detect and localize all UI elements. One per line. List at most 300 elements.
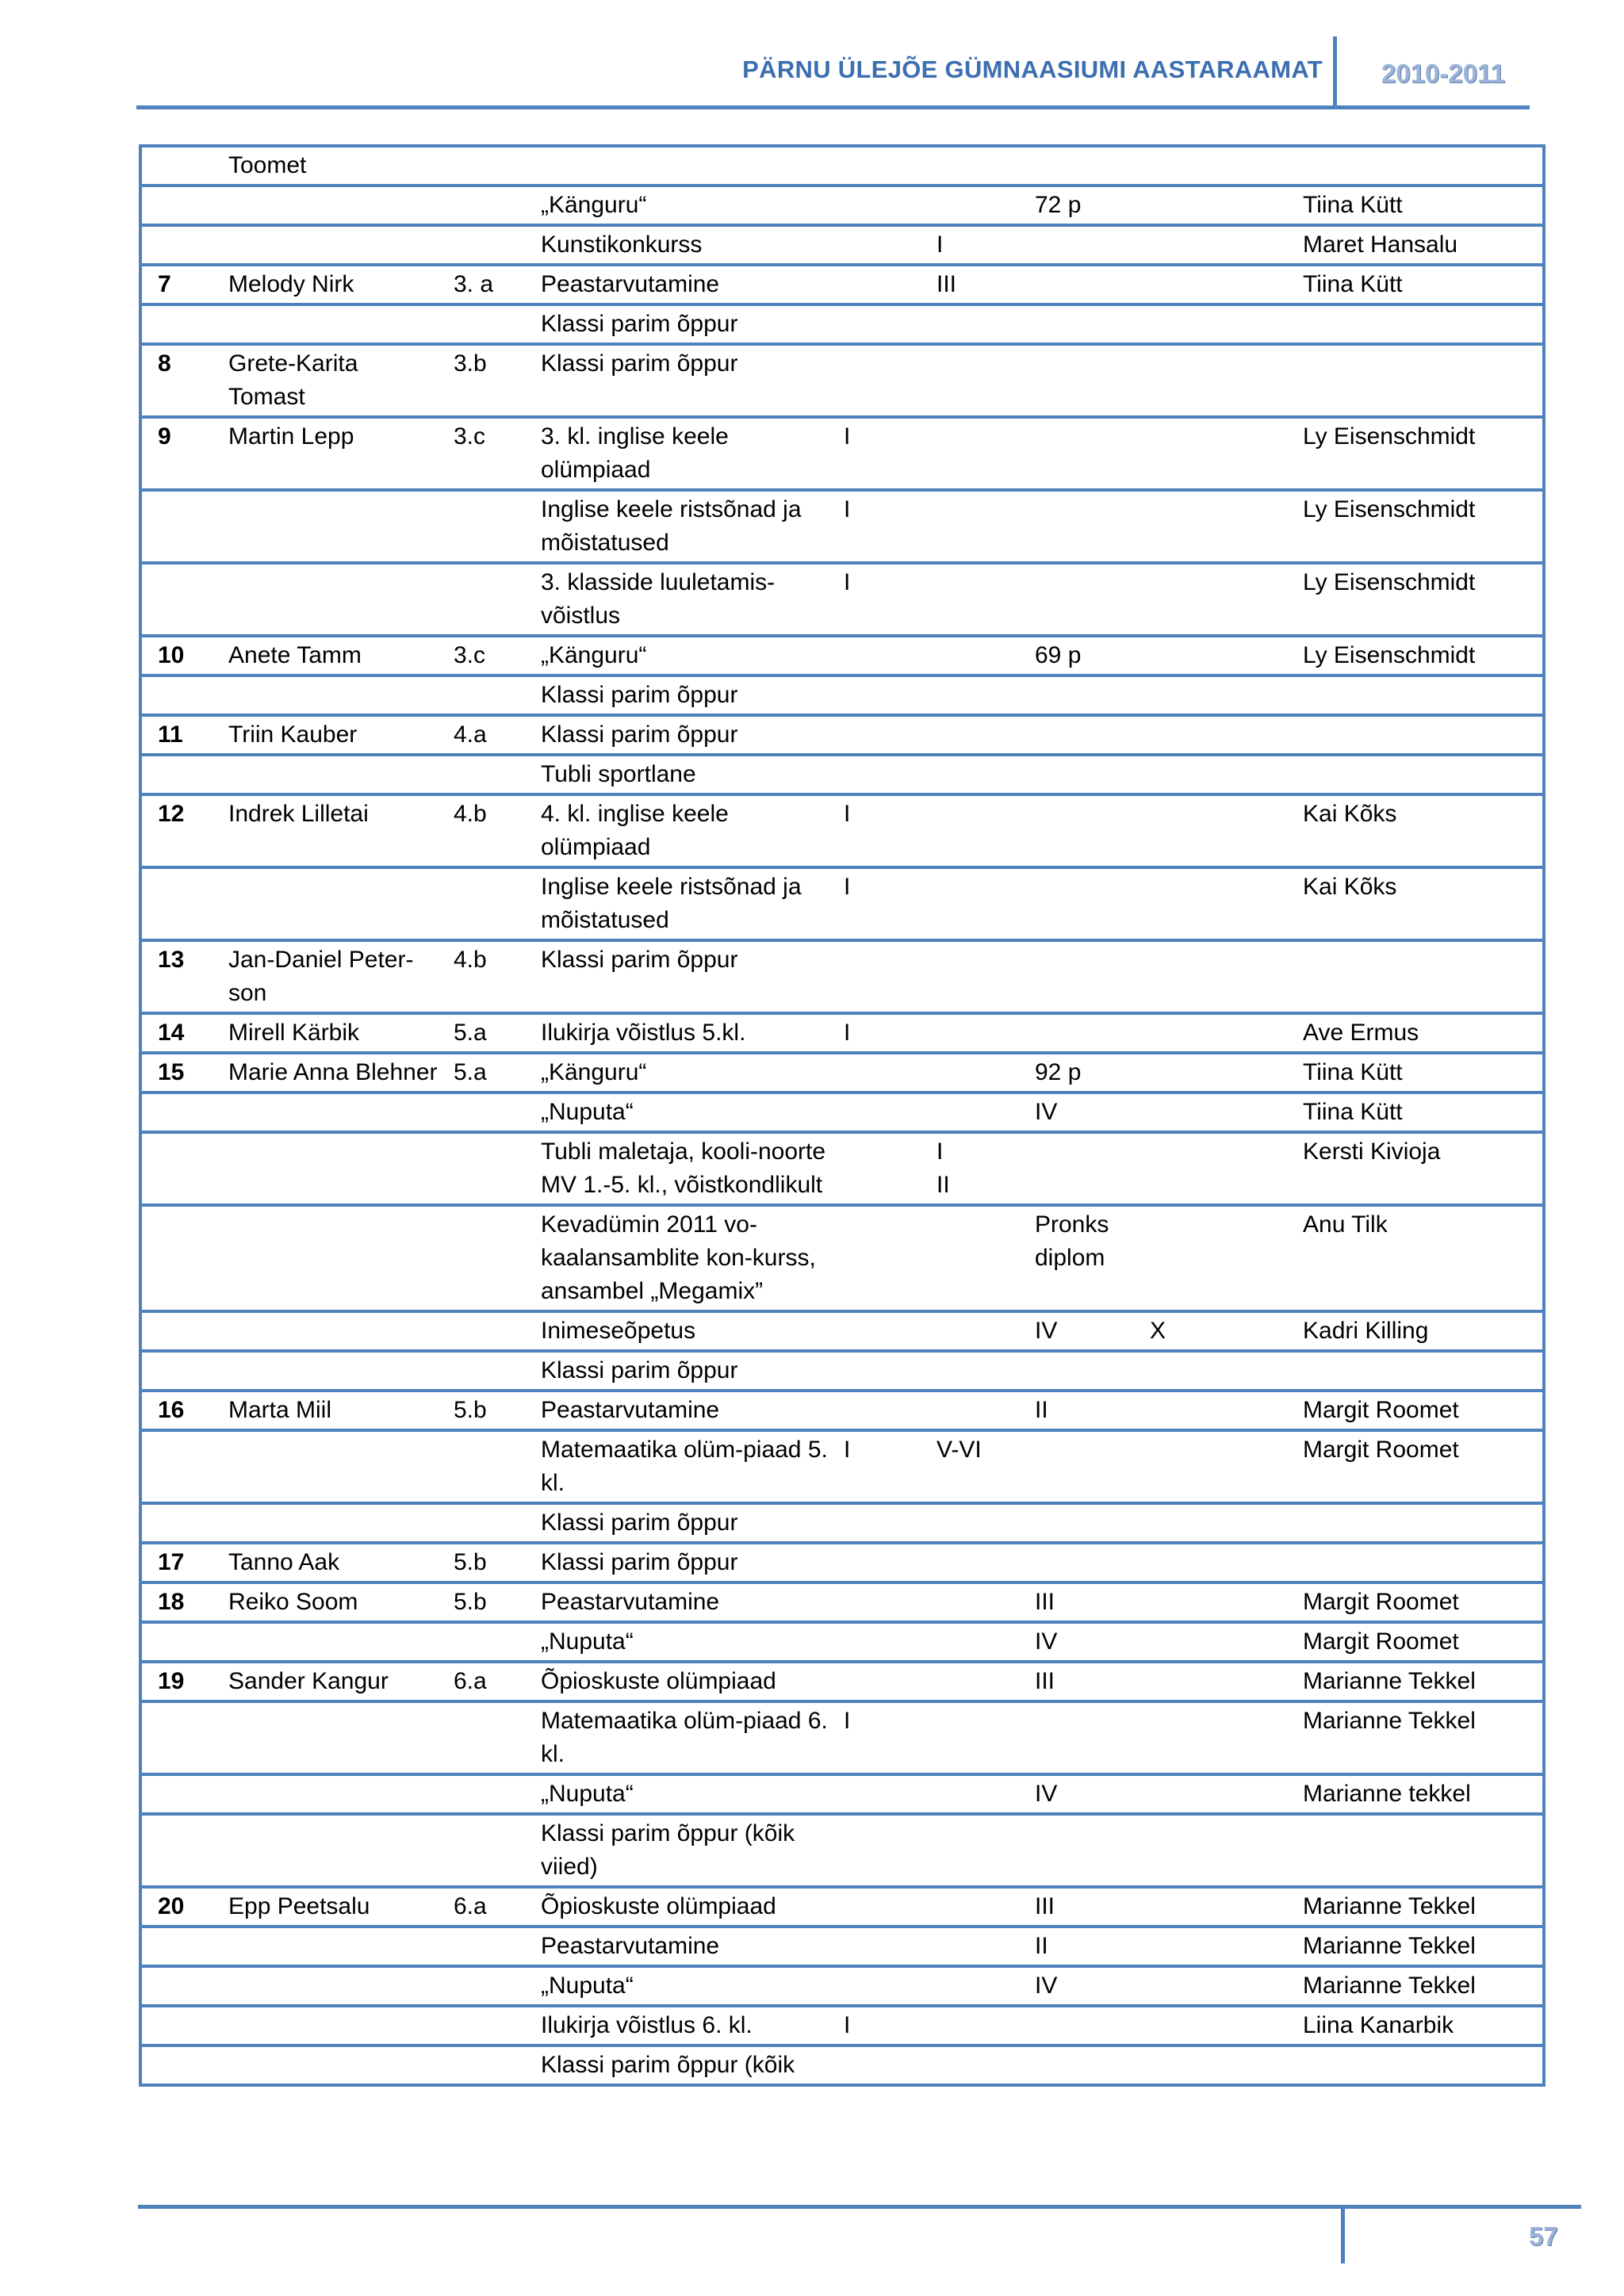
page-number: 57: [1529, 2221, 1558, 2251]
cell-student-name: Anete Tamm: [213, 636, 438, 675]
cell-competition: 4. kl. inglise keele olümpiaad: [525, 794, 828, 867]
cell-student-name: [213, 755, 438, 794]
cell-teacher: Marianne tekkel: [1287, 1774, 1544, 1814]
cell-result-2: [921, 186, 1019, 225]
cell-competition: Õpioskuste olümpiaad: [525, 1662, 828, 1701]
cell-teacher: Margit Roomet: [1287, 1582, 1544, 1622]
cell-competition: Klassi parim õppur: [525, 1543, 828, 1582]
cell-result-2: [921, 755, 1019, 794]
cell-class: 6.a: [438, 1887, 525, 1927]
table-row: [140, 1662, 1544, 1701]
table-row: [140, 563, 1544, 636]
cell-result-2: [921, 940, 1019, 1013]
cell-number: [140, 1351, 213, 1391]
cell-class: [438, 146, 525, 186]
cell-result-2: [921, 1351, 1019, 1391]
cell-result-4: [1134, 225, 1287, 265]
cell-student-name: Tanno Aak: [213, 1543, 438, 1582]
cell-result-1: [828, 1053, 921, 1093]
cell-result-2: [921, 1013, 1019, 1053]
cell-competition: Inimeseõpetus: [525, 1311, 828, 1351]
cell-competition: Õpioskuste olümpiaad: [525, 1887, 828, 1927]
cell-result-2: I II: [921, 1132, 1019, 1205]
cell-competition: Peastarvutamine: [525, 265, 828, 304]
cell-class: [438, 2045, 525, 2085]
cell-class: [438, 563, 525, 636]
cell-teacher: Kai Kõks: [1287, 794, 1544, 867]
cell-result-2: V-VI: [921, 1430, 1019, 1503]
cell-class: [438, 304, 525, 344]
cell-number: [140, 675, 213, 715]
cell-result-4: [1134, 563, 1287, 636]
cell-result-1: I: [828, 1430, 921, 1503]
cell-result-1: [828, 1662, 921, 1701]
cell-teacher: [1287, 1814, 1544, 1887]
cell-teacher: Ly Eisenschmidt: [1287, 490, 1544, 563]
cell-student-name: Melody Nirk: [213, 265, 438, 304]
cell-result-4: [1134, 1053, 1287, 1093]
cell-student-name: Epp Peetsalu: [213, 1887, 438, 1927]
cell-student-name: [213, 1093, 438, 1132]
cell-result-1: I: [828, 563, 921, 636]
cell-result-3: [1019, 1430, 1134, 1503]
cell-competition: Tubli sportlane: [525, 755, 828, 794]
cell-competition: [525, 146, 828, 186]
cell-class: 5.b: [438, 1543, 525, 1582]
cell-student-name: Sander Kangur: [213, 1662, 438, 1701]
cell-result-3: [1019, 1814, 1134, 1887]
cell-class: [438, 755, 525, 794]
cell-result-1: I: [828, 1701, 921, 1774]
cell-competition: Peastarvutamine: [525, 1927, 828, 1966]
table-row: [140, 1543, 1544, 1582]
cell-result-3: [1019, 2045, 1134, 2085]
cell-class: 5.a: [438, 1013, 525, 1053]
cell-number: [140, 186, 213, 225]
table-row: [140, 304, 1544, 344]
cell-class: [438, 1205, 525, 1311]
cell-student-name: Marie Anna Blehner: [213, 1053, 438, 1093]
table-row: [140, 1311, 1544, 1351]
cell-class: [438, 1503, 525, 1543]
table-row: [140, 146, 1544, 186]
cell-result-4: [1134, 1662, 1287, 1701]
cell-competition: „Nuputa“: [525, 1774, 828, 1814]
cell-result-1: [828, 1927, 921, 1966]
table-row: [140, 867, 1544, 940]
cell-result-3: II: [1019, 1927, 1134, 1966]
awards-table: [139, 144, 1545, 2087]
cell-result-1: [828, 755, 921, 794]
cell-result-2: [921, 1582, 1019, 1622]
cell-class: [438, 867, 525, 940]
cell-class: 4.a: [438, 715, 525, 755]
cell-number: [140, 1503, 213, 1543]
cell-result-3: [1019, 940, 1134, 1013]
cell-result-1: I: [828, 1013, 921, 1053]
cell-result-4: [1134, 490, 1287, 563]
cell-result-4: [1134, 1887, 1287, 1927]
cell-number: [140, 2006, 213, 2045]
cell-number: 16: [140, 1391, 213, 1430]
table-row: [140, 1814, 1544, 1887]
cell-result-4: [1134, 940, 1287, 1013]
cell-number: 9: [140, 417, 213, 490]
cell-result-1: [828, 1543, 921, 1582]
cell-number: [140, 1093, 213, 1132]
cell-result-2: [921, 1966, 1019, 2006]
cell-number: 12: [140, 794, 213, 867]
cell-result-2: I: [921, 225, 1019, 265]
cell-student-name: Triin Kauber: [213, 715, 438, 755]
cell-result-4: [1134, 304, 1287, 344]
cell-result-1: [828, 1503, 921, 1543]
cell-student-name: [213, 2045, 438, 2085]
cell-number: [140, 225, 213, 265]
cell-student-name: [213, 1503, 438, 1543]
cell-result-1: I: [828, 794, 921, 867]
cell-result-1: [828, 186, 921, 225]
cell-number: 7: [140, 265, 213, 304]
cell-teacher: Marianne Tekkel: [1287, 1966, 1544, 2006]
table-row: [140, 1503, 1544, 1543]
cell-teacher: Marianne Tekkel: [1287, 1927, 1544, 1966]
cell-class: [438, 1093, 525, 1132]
cell-result-2: [921, 715, 1019, 755]
cell-student-name: [213, 2006, 438, 2045]
cell-number: 18: [140, 1582, 213, 1622]
footer-rule: [138, 2205, 1581, 2209]
footer-divider-vertical: [1341, 2206, 1345, 2263]
cell-competition: Klassi parim õppur: [525, 1351, 828, 1391]
cell-number: [140, 1774, 213, 1814]
table-row: [140, 1205, 1544, 1311]
cell-class: 5.b: [438, 1391, 525, 1430]
cell-result-3: 72 p: [1019, 186, 1134, 225]
cell-teacher: Marianne Tekkel: [1287, 1887, 1544, 1927]
table-row: [140, 1132, 1544, 1205]
cell-result-1: [828, 1582, 921, 1622]
cell-result-1: [828, 940, 921, 1013]
cell-result-2: [921, 2045, 1019, 2085]
cell-result-1: I: [828, 867, 921, 940]
cell-student-name: [213, 490, 438, 563]
cell-student-name: Martin Lepp: [213, 417, 438, 490]
cell-teacher: Kersti Kivioja: [1287, 1132, 1544, 1205]
cell-result-3: [1019, 563, 1134, 636]
cell-number: [140, 1311, 213, 1351]
cell-result-1: I: [828, 2006, 921, 2045]
cell-student-name: [213, 1311, 438, 1351]
cell-student-name: [213, 1927, 438, 1966]
cell-student-name: Jan-Daniel Peter-son: [213, 940, 438, 1013]
cell-class: [438, 1814, 525, 1887]
table-row: [140, 675, 1544, 715]
cell-result-1: [828, 1774, 921, 1814]
cell-competition: „Nuputa“: [525, 1622, 828, 1662]
cell-result-2: [921, 1503, 1019, 1543]
cell-result-2: [921, 1053, 1019, 1093]
cell-teacher: [1287, 146, 1544, 186]
cell-teacher: [1287, 1503, 1544, 1543]
cell-result-4: [1134, 1503, 1287, 1543]
cell-teacher: [1287, 940, 1544, 1013]
cell-number: [140, 1701, 213, 1774]
cell-result-2: [921, 636, 1019, 675]
cell-teacher: Anu Tilk: [1287, 1205, 1544, 1311]
cell-student-name: [213, 1351, 438, 1391]
cell-result-2: [921, 1887, 1019, 1927]
cell-result-1: [828, 344, 921, 417]
cell-student-name: Mirell Kärbik: [213, 1013, 438, 1053]
cell-teacher: Ly Eisenschmidt: [1287, 563, 1544, 636]
table-row: [140, 1966, 1544, 2006]
cell-result-4: [1134, 2045, 1287, 2085]
cell-teacher: Kadri Killing: [1287, 1311, 1544, 1351]
cell-result-4: [1134, 1543, 1287, 1582]
table-row: [140, 940, 1544, 1013]
cell-result-3: IV: [1019, 1311, 1134, 1351]
cell-result-1: [828, 225, 921, 265]
cell-student-name: Marta Miil: [213, 1391, 438, 1430]
cell-result-1: [828, 1887, 921, 1927]
cell-number: 15: [140, 1053, 213, 1093]
cell-result-1: [828, 1205, 921, 1311]
cell-student-name: [213, 225, 438, 265]
table-row: [140, 1351, 1544, 1391]
cell-class: [438, 1351, 525, 1391]
cell-competition: „Känguru“: [525, 1053, 828, 1093]
table-row: [140, 1887, 1544, 1927]
cell-result-2: [921, 304, 1019, 344]
table-row: [140, 344, 1544, 417]
cell-result-1: [828, 1966, 921, 2006]
cell-competition: Klassi parim õppur (kõik viied): [525, 1814, 828, 1887]
cell-result-4: X: [1134, 1311, 1287, 1351]
cell-result-4: [1134, 2006, 1287, 2045]
cell-class: 5.a: [438, 1053, 525, 1093]
cell-class: 4.b: [438, 794, 525, 867]
cell-result-1: [828, 715, 921, 755]
cell-teacher: [1287, 755, 1544, 794]
cell-number: 20: [140, 1887, 213, 1927]
cell-teacher: [1287, 1543, 1544, 1582]
table-row: [140, 1622, 1544, 1662]
cell-result-4: [1134, 1391, 1287, 1430]
cell-number: 17: [140, 1543, 213, 1582]
cell-student-name: Indrek Lilletai: [213, 794, 438, 867]
cell-result-1: I: [828, 417, 921, 490]
cell-result-4: [1134, 1351, 1287, 1391]
cell-competition: Inglise keele ristsõnad ja mõistatused: [525, 867, 828, 940]
cell-student-name: [213, 1132, 438, 1205]
cell-result-3: [1019, 1503, 1134, 1543]
cell-teacher: Ly Eisenschmidt: [1287, 417, 1544, 490]
cell-teacher: Kai Kõks: [1287, 867, 1544, 940]
cell-competition: 3. kl. inglise keele olümpiaad: [525, 417, 828, 490]
cell-result-4: [1134, 1966, 1287, 2006]
table-row: [140, 1701, 1544, 1774]
cell-teacher: Maret Hansalu: [1287, 225, 1544, 265]
cell-result-4: [1134, 1430, 1287, 1503]
cell-student-name: Reiko Soom: [213, 1582, 438, 1622]
cell-result-4: [1134, 1774, 1287, 1814]
cell-result-2: [921, 1701, 1019, 1774]
cell-number: [140, 1132, 213, 1205]
cell-result-4: [1134, 636, 1287, 675]
cell-teacher: Tiina Kütt: [1287, 265, 1544, 304]
cell-result-3: IV: [1019, 1622, 1134, 1662]
cell-competition: Klassi parim õppur: [525, 675, 828, 715]
cell-result-4: [1134, 1814, 1287, 1887]
cell-number: [140, 1430, 213, 1503]
cell-competition: Ilukirja võistlus 5.kl.: [525, 1013, 828, 1053]
cell-result-2: [921, 794, 1019, 867]
cell-result-2: [921, 1622, 1019, 1662]
cell-class: [438, 1430, 525, 1503]
cell-result-4: [1134, 794, 1287, 867]
cell-result-3: [1019, 867, 1134, 940]
cell-result-2: [921, 675, 1019, 715]
cell-result-3: [1019, 2006, 1134, 2045]
cell-result-4: [1134, 1622, 1287, 1662]
cell-result-1: [828, 1814, 921, 1887]
cell-teacher: Marianne Tekkel: [1287, 1701, 1544, 1774]
cell-student-name: [213, 675, 438, 715]
cell-result-2: [921, 1662, 1019, 1701]
cell-competition: „Nuputa“: [525, 1966, 828, 2006]
table-row: [140, 1093, 1544, 1132]
cell-number: [140, 1966, 213, 2006]
cell-result-4: [1134, 1701, 1287, 1774]
cell-result-3: [1019, 304, 1134, 344]
cell-teacher: Tiina Kütt: [1287, 1053, 1544, 1093]
cell-result-2: [921, 1205, 1019, 1311]
cell-result-3: III: [1019, 1887, 1134, 1927]
cell-class: [438, 675, 525, 715]
cell-student-name: [213, 1701, 438, 1774]
cell-result-4: [1134, 344, 1287, 417]
cell-number: [140, 2045, 213, 2085]
cell-class: [438, 1966, 525, 2006]
cell-student-name: [213, 1430, 438, 1503]
cell-teacher: Margit Roomet: [1287, 1622, 1544, 1662]
cell-number: [140, 1927, 213, 1966]
cell-competition: 3. klasside luuletamis-võistlus: [525, 563, 828, 636]
table-row: [140, 417, 1544, 490]
cell-result-2: [921, 1093, 1019, 1132]
cell-result-1: [828, 1391, 921, 1430]
cell-number: [140, 304, 213, 344]
yearbook-title: PÄRNU ÜLEJÕE GÜMNAASIUMI AASTARAAMAT: [742, 55, 1323, 83]
cell-competition: Peastarvutamine: [525, 1582, 828, 1622]
cell-teacher: Margit Roomet: [1287, 1391, 1544, 1430]
cell-result-1: [828, 265, 921, 304]
cell-result-2: [921, 1814, 1019, 1887]
cell-result-4: [1134, 1132, 1287, 1205]
cell-result-3: [1019, 1543, 1134, 1582]
cell-result-2: [921, 1927, 1019, 1966]
cell-number: [140, 1622, 213, 1662]
cell-competition: Klassi parim õppur: [525, 715, 828, 755]
cell-result-4: [1134, 1582, 1287, 1622]
cell-student-name: [213, 1774, 438, 1814]
cell-result-4: [1134, 417, 1287, 490]
cell-student-name: [213, 1205, 438, 1311]
table-row: [140, 490, 1544, 563]
cell-teacher: Liina Kanarbik: [1287, 2006, 1544, 2045]
cell-teacher: [1287, 1351, 1544, 1391]
cell-class: 3.b: [438, 344, 525, 417]
cell-student-name: Grete-Karita Tomast: [213, 344, 438, 417]
cell-result-2: [921, 490, 1019, 563]
table-row: [140, 2045, 1544, 2085]
cell-result-2: [921, 867, 1019, 940]
cell-competition: Peastarvutamine: [525, 1391, 828, 1430]
cell-number: 10: [140, 636, 213, 675]
cell-competition: „Känguru“: [525, 636, 828, 675]
cell-result-4: [1134, 1927, 1287, 1966]
cell-class: [438, 186, 525, 225]
cell-result-3: Pronks diplom: [1019, 1205, 1134, 1311]
cell-result-3: [1019, 755, 1134, 794]
cell-result-1: [828, 1132, 921, 1205]
cell-teacher: [1287, 304, 1544, 344]
cell-result-4: [1134, 186, 1287, 225]
cell-result-4: [1134, 1013, 1287, 1053]
cell-result-3: IV: [1019, 1774, 1134, 1814]
cell-result-2: [921, 1391, 1019, 1430]
cell-teacher: Tiina Kütt: [1287, 186, 1544, 225]
cell-result-3: [1019, 675, 1134, 715]
cell-competition: Inglise keele ristsõnad ja mõistatused: [525, 490, 828, 563]
cell-result-1: [828, 146, 921, 186]
cell-result-3: [1019, 1013, 1134, 1053]
cell-student-name: [213, 1622, 438, 1662]
cell-result-4: [1134, 265, 1287, 304]
cell-result-3: IV: [1019, 1966, 1134, 2006]
cell-result-3: 69 p: [1019, 636, 1134, 675]
cell-number: 14: [140, 1013, 213, 1053]
cell-result-1: [828, 675, 921, 715]
cell-number: 8: [140, 344, 213, 417]
school-year: 2010-2011: [1381, 59, 1505, 88]
cell-number: [140, 755, 213, 794]
cell-result-3: IV: [1019, 1093, 1134, 1132]
cell-class: [438, 490, 525, 563]
cell-result-1: [828, 304, 921, 344]
cell-teacher: Tiina Kütt: [1287, 1093, 1544, 1132]
cell-result-2: [921, 1774, 1019, 1814]
cell-result-2: [921, 1311, 1019, 1351]
table-row: [140, 186, 1544, 225]
cell-competition: „Känguru“: [525, 186, 828, 225]
cell-result-3: [1019, 1351, 1134, 1391]
cell-class: [438, 1311, 525, 1351]
cell-result-4: [1134, 1093, 1287, 1132]
cell-teacher: Ly Eisenschmidt: [1287, 636, 1544, 675]
cell-class: [438, 1701, 525, 1774]
cell-number: 11: [140, 715, 213, 755]
cell-result-3: [1019, 715, 1134, 755]
cell-result-4: [1134, 867, 1287, 940]
cell-result-2: III: [921, 265, 1019, 304]
table-row: [140, 225, 1544, 265]
cell-competition: Klassi parim õppur: [525, 1503, 828, 1543]
cell-result-4: [1134, 755, 1287, 794]
cell-student-name: [213, 304, 438, 344]
cell-competition: Matemaatika olüm-piaad 5. kl.: [525, 1430, 828, 1503]
